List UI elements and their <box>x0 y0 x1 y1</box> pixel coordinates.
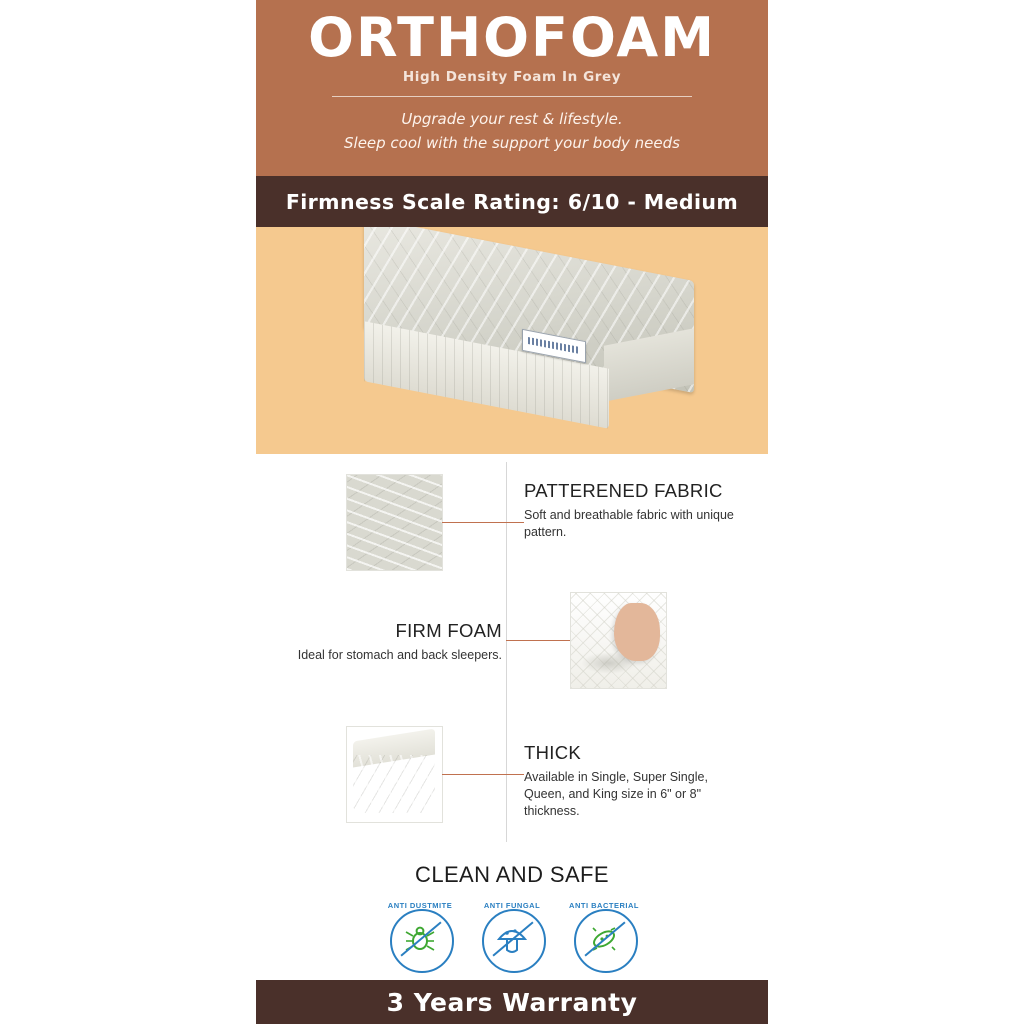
tagline-line-1: Upgrade your rest & lifestyle. <box>401 109 623 128</box>
feature-text-fabric <box>524 480 739 541</box>
clean-and-safe-section <box>256 862 768 980</box>
corner-illustration <box>347 727 442 822</box>
feature-desc-thick: Available in Single, Super Single, Queen, and King size in 6" or 8" thickness. <box>524 770 708 818</box>
badge-label-bacterial: ANTI BACTERIAL <box>569 901 639 910</box>
hand-pressing-foam-illustration <box>571 593 666 688</box>
fabric-swatch-image <box>346 474 443 571</box>
connector-line-thick <box>442 774 524 775</box>
features-section <box>256 454 768 884</box>
product-subtitle: High Density Foam In Grey <box>402 68 622 85</box>
feature-title-firmfoam: FIRM FOAM <box>395 620 502 641</box>
firmness-value: 6/10 - Medium <box>567 189 739 214</box>
page-title: ORTHOFOAM <box>308 6 716 69</box>
fabric-texture <box>347 475 442 570</box>
warranty-bar <box>256 980 768 1024</box>
feature-title-thick: THICK <box>524 742 581 763</box>
mattress-corner-image <box>346 726 443 823</box>
feature-text-firmfoam <box>276 620 502 664</box>
firmness-label: Firmness Scale Rating: <box>285 189 560 214</box>
tagline <box>256 107 768 155</box>
clean-and-safe-heading: CLEAN AND SAFE <box>415 862 609 887</box>
badge-label-fungal: ANTI FUNGAL <box>483 901 541 910</box>
warranty-text: 3 Years Warranty <box>386 987 638 1017</box>
tagline-line-2: Sleep cool with the support your body needs <box>344 133 680 152</box>
hero-image-band <box>256 227 768 454</box>
badge-anti-dustmite <box>381 900 459 978</box>
feature-text-thick <box>524 742 739 820</box>
feature-desc-firmfoam: Ideal for stomach and back sleepers. <box>297 648 502 662</box>
firm-foam-image <box>570 592 667 689</box>
mattress-illustration <box>346 249 718 429</box>
hand-icon <box>614 603 660 661</box>
header-banner <box>256 0 768 176</box>
feature-item-thick <box>256 716 768 836</box>
badge-label-dustmite: ANTI DUSTMITE <box>387 901 453 910</box>
corner-side-face <box>353 755 435 813</box>
firmness-bar <box>256 176 768 227</box>
feature-desc-fabric: Soft and breathable fabric with unique pattern. <box>524 508 734 539</box>
certification-badges <box>256 900 768 978</box>
feature-item-firmfoam <box>256 584 768 704</box>
feature-item-fabric <box>256 454 768 574</box>
header-divider <box>332 96 692 97</box>
connector-line-firmfoam <box>506 640 570 641</box>
connector-line-fabric <box>442 522 524 523</box>
feature-title-fabric: PATTERENED FABRIC <box>524 480 723 501</box>
badge-anti-fungal <box>473 900 551 978</box>
badge-anti-bacterial <box>565 900 643 978</box>
